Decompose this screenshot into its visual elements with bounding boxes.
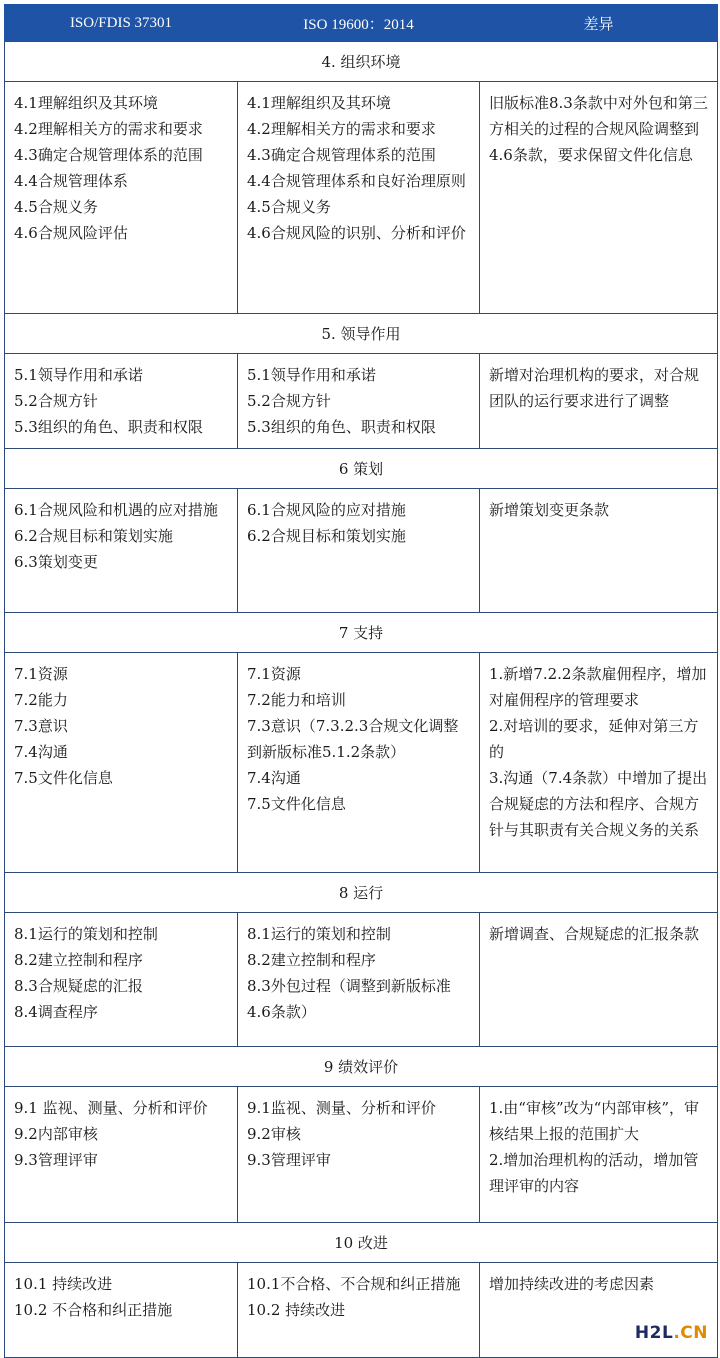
iso19600-cell [238,82,480,314]
difference-cell [480,913,718,1047]
clause-line: 4.3确定合规管理体系的范围 [14,146,203,164]
clause-line: 6.1合规风险的应对措施 [247,501,406,519]
clause-line: 5.2合规方针 [14,392,98,410]
section-title: 4. 组织环境 [5,42,718,82]
section-content-row [5,354,718,449]
section-title: 10 改进 [5,1223,718,1263]
section-title-row [5,42,718,82]
clause-line: 8.4调查程序 [14,1003,98,1021]
iso19600-cell [238,653,480,873]
clause-line: 7.5文件化信息 [247,795,346,813]
clause-line: 9.3管理评审 [14,1151,98,1169]
table-body [5,42,718,1358]
clause-line: 增加持续改进的考虑因素 [489,1275,655,1293]
difference-cell [480,82,718,314]
clause-line: 8.1运行的策划和控制 [247,925,391,943]
clause-line: 4.2理解相关方的需求和要求 [14,120,203,138]
clause-line: 5.1领导作用和承诺 [247,366,376,384]
section-title: 5. 领导作用 [5,314,718,354]
section-title: 8 运行 [5,873,718,913]
section-title: 9 绩效评价 [5,1047,718,1087]
iso37301-cell [5,1263,238,1358]
clause-line: 7.3意识 [14,717,68,735]
clause-line: 10.2 不合格和纠正措施 [14,1301,173,1319]
difference-cell [480,354,718,449]
clause-line: 新增对治理机构的要求，对合规团队的运行要求进行了调整 [489,366,700,410]
header-iso37301: ISO/FDIS 37301 [5,5,238,42]
clause-line: 8.2建立控制和程序 [247,951,376,969]
clause-line: 7.5文件化信息 [14,769,113,787]
section-content-row [5,653,718,873]
clause-line: 9.2审核 [247,1125,301,1143]
clause-line: 6.2合规目标和策划实施 [247,527,406,545]
section-content-row [5,489,718,613]
clause-line: 2.对培训的要求，延伸对第三方的 [489,717,699,761]
difference-cell [480,1263,718,1358]
section-content-row [5,82,718,314]
comparison-table [4,4,718,1358]
header-iso19600: ISO 19600：2014 [238,5,480,42]
clause-line: 9.2内部审核 [14,1125,98,1143]
header-row [5,5,718,42]
iso37301-cell [5,1087,238,1223]
clause-line: 1.新增7.2.2条款雇佣程序，增加对雇佣程序的管理要求 [489,665,707,709]
clause-line: 4.4合规管理体系 [14,172,128,190]
section-content-row [5,1087,718,1223]
section-content-row [5,1263,718,1358]
clause-line: 4.4合规管理体系和良好治理原则 [247,172,466,190]
section-title-row [5,1047,718,1087]
clause-line: 4.1理解组织及其环境 [247,94,391,112]
difference-cell [480,1087,718,1223]
clause-line: 5.3组织的角色、职责和权限 [247,418,436,436]
clause-line: 新增调查、合规疑虑的汇报条款 [489,925,700,943]
clause-line: 10.2 持续改进 [247,1301,346,1319]
iso37301-cell [5,489,238,613]
clause-line: 2.增加治理机构的活动，增加管理评审的内容 [489,1151,699,1195]
iso19600-cell [238,354,480,449]
clause-line: 5.3组织的角色、职责和权限 [14,418,203,436]
clause-line: 9.3管理评审 [247,1151,331,1169]
clause-line: 7.2能力和培训 [247,691,346,709]
iso37301-cell [5,82,238,314]
clause-line: 4.6合规风险的识别、分析和评价 [247,224,466,242]
clause-line: 5.1领导作用和承诺 [14,366,143,384]
difference-cell [480,489,718,613]
section-title: 7 支持 [5,613,718,653]
clause-line: 7.4沟通 [247,769,301,787]
iso19600-cell [238,489,480,613]
section-content-row [5,913,718,1047]
clause-line: 5.2合规方针 [247,392,331,410]
clause-line: 6.1合规风险和机遇的应对措施 [14,501,218,519]
iso37301-cell [5,913,238,1047]
section-title: 6 策划 [5,449,718,489]
clause-line: 7.2能力 [14,691,68,709]
clause-line: 7.1资源 [14,665,68,683]
clause-line: 4.3确定合规管理体系的范围 [247,146,436,164]
clause-line: 4.1理解组织及其环境 [14,94,158,112]
section-title-row [5,873,718,913]
clause-line: 7.4沟通 [14,743,68,761]
clause-line: 旧版标准8.3条款中对外包和第三方相关的过程的合规风险调整到4.6条款，要求保留文件化信息 [489,94,708,164]
clause-line: 8.3合规疑虑的汇报 [14,977,143,995]
clause-line: 7.1资源 [247,665,301,683]
clause-line: 4.6合规风险评估 [14,224,128,242]
clause-line: 8.3外包过程（调整到新版标准4.6条款） [247,977,451,1021]
h2l-watermark-logo: H2L.CN [634,1323,708,1343]
clause-line: 10.1不合格、不合规和纠正措施 [247,1275,461,1293]
iso37301-cell [5,354,238,449]
clause-line: 1.由“审核”改为“内部审核”，审核结果上报的范围扩大 [489,1099,699,1143]
section-title-row [5,613,718,653]
clause-line: 3.沟通（7.4条款）中增加了提出合规疑虑的方法和程序、合规方针与其职责有关合规义务的关系 [489,769,708,839]
iso19600-cell [238,1087,480,1223]
clause-line: 8.1运行的策划和控制 [14,925,158,943]
section-title-row [5,1223,718,1263]
clause-line: 6.2合规目标和策划实施 [14,527,173,545]
header-difference: 差异 [480,5,718,42]
iso19600-cell [238,913,480,1047]
clause-line: 10.1 持续改进 [14,1275,113,1293]
clause-line: 7.3意识（7.3.2.3合规文化调整到新版标准5.1.2条款） [247,717,459,761]
section-title-row [5,449,718,489]
section-title-row [5,314,718,354]
clause-line: 9.1监视、测量、分析和评价 [247,1099,436,1117]
difference-cell [480,653,718,873]
iso19600-cell [238,1263,480,1358]
iso37301-cell [5,653,238,873]
clause-line: 4.5合规义务 [14,198,98,216]
clause-line: 6.3策划变更 [14,553,98,571]
clause-line: 8.2建立控制和程序 [14,951,143,969]
clause-line: 9.1 监视、测量、分析和评价 [14,1099,208,1117]
clause-line: 新增策划变更条款 [489,501,610,519]
clause-line: 4.2理解相关方的需求和要求 [247,120,436,138]
clause-line: 4.5合规义务 [247,198,331,216]
